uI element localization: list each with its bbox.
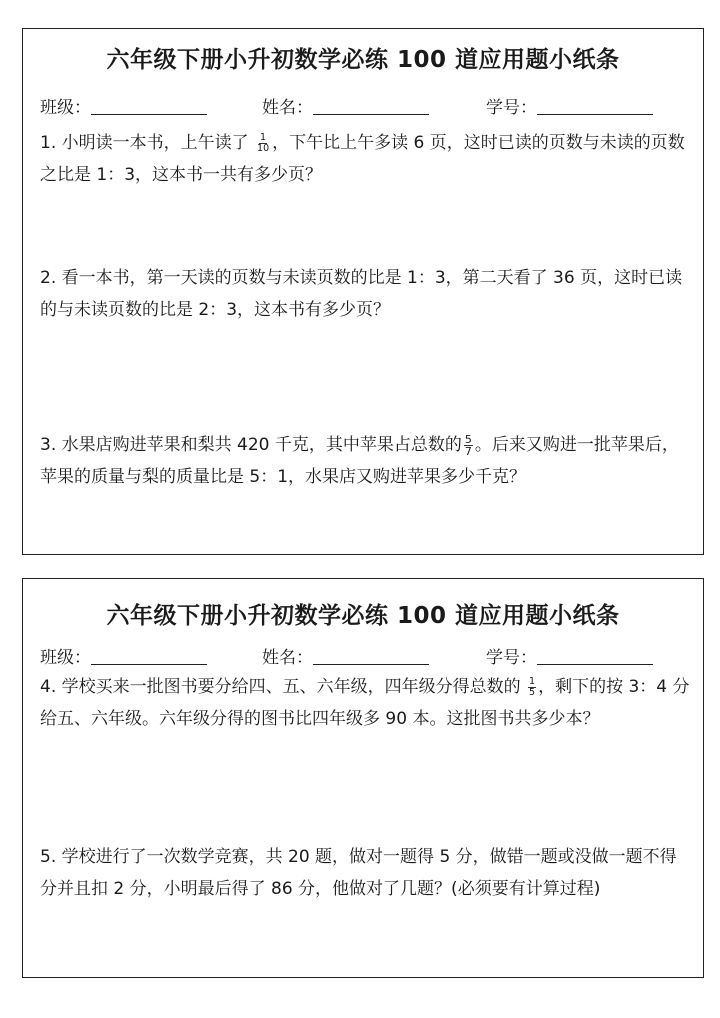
question-2: 2. 看一本书，第一天读的页数与未读页数的比是 1：3，第二天看了 36 页，这时已读的与未读页数的比是 2：3，这本书有多少页？ bbox=[40, 268, 683, 320]
question-3: 3. 水果店购进苹果和梨共 420 千克，其中苹果占总数的 $\frac{5}{7}$ 。后来又购进一批苹果后，苹果的质量与梨的质量比是 5：1，水果店又购进苹果多少千克？ bbox=[40, 432, 679, 487]
name-label: 姓名： bbox=[262, 98, 313, 118]
fraction-one-tenth: $\frac{1}{10}$ bbox=[257, 131, 270, 154]
student-id-field[interactable] bbox=[486, 93, 653, 118]
question-1: 1. 小明读一本书，上午读了 $\frac{1}{10}$ ，下午比上午多读 6 页，这时已读的页数与未读的页数之比是 1：3，这本书一共有多少页？ bbox=[40, 131, 685, 185]
class-field[interactable] bbox=[40, 93, 207, 118]
question-5: 5. 学校进行了一次数学竞赛，共 20 题，做对一题得 5 分，做错一题或没做一题不得分并且扣 2 分，小明最后得了 86 分，他做对了几题？(必须要有计算过程) bbox=[40, 847, 677, 899]
fraction-five-sevenths: $\frac{5}{7}$ bbox=[464, 432, 472, 458]
class-label: 班级： bbox=[40, 648, 91, 668]
student-id-label: 学号： bbox=[486, 98, 537, 118]
name-blank-line[interactable] bbox=[313, 96, 429, 115]
class-blank-line[interactable] bbox=[91, 646, 207, 665]
student-id-blank-line[interactable] bbox=[537, 96, 653, 115]
fraction-one-fifth: $\frac{1}{5}$ bbox=[529, 675, 536, 698]
worksheet-card-1 bbox=[22, 28, 704, 555]
name-label: 姓名： bbox=[262, 648, 313, 668]
class-label: 班级： bbox=[40, 98, 91, 118]
name-field[interactable] bbox=[262, 643, 429, 668]
question-4: 4. 学校买来一批图书要分给四、五、六年级，四年级分得总数的 $\frac{1}{5}$ ，剩下的按 3：4 分给五、六年级。六年级分得的图书比四年级多 90 本。这批图书共多少本？ bbox=[40, 675, 690, 729]
class-blank-line[interactable] bbox=[91, 96, 207, 115]
worksheet-title: 六年级下册小升初数学必练 100 道应用题小纸条 bbox=[106, 603, 620, 629]
name-field[interactable] bbox=[262, 93, 429, 118]
worksheet-title: 六年级下册小升初数学必练 100 道应用题小纸条 bbox=[106, 47, 620, 73]
worksheet-card-2 bbox=[22, 578, 704, 978]
class-field[interactable] bbox=[40, 643, 207, 668]
student-id-label: 学号： bbox=[486, 648, 537, 668]
name-blank-line[interactable] bbox=[313, 646, 429, 665]
student-id-field[interactable] bbox=[486, 643, 653, 668]
student-id-blank-line[interactable] bbox=[537, 646, 653, 665]
